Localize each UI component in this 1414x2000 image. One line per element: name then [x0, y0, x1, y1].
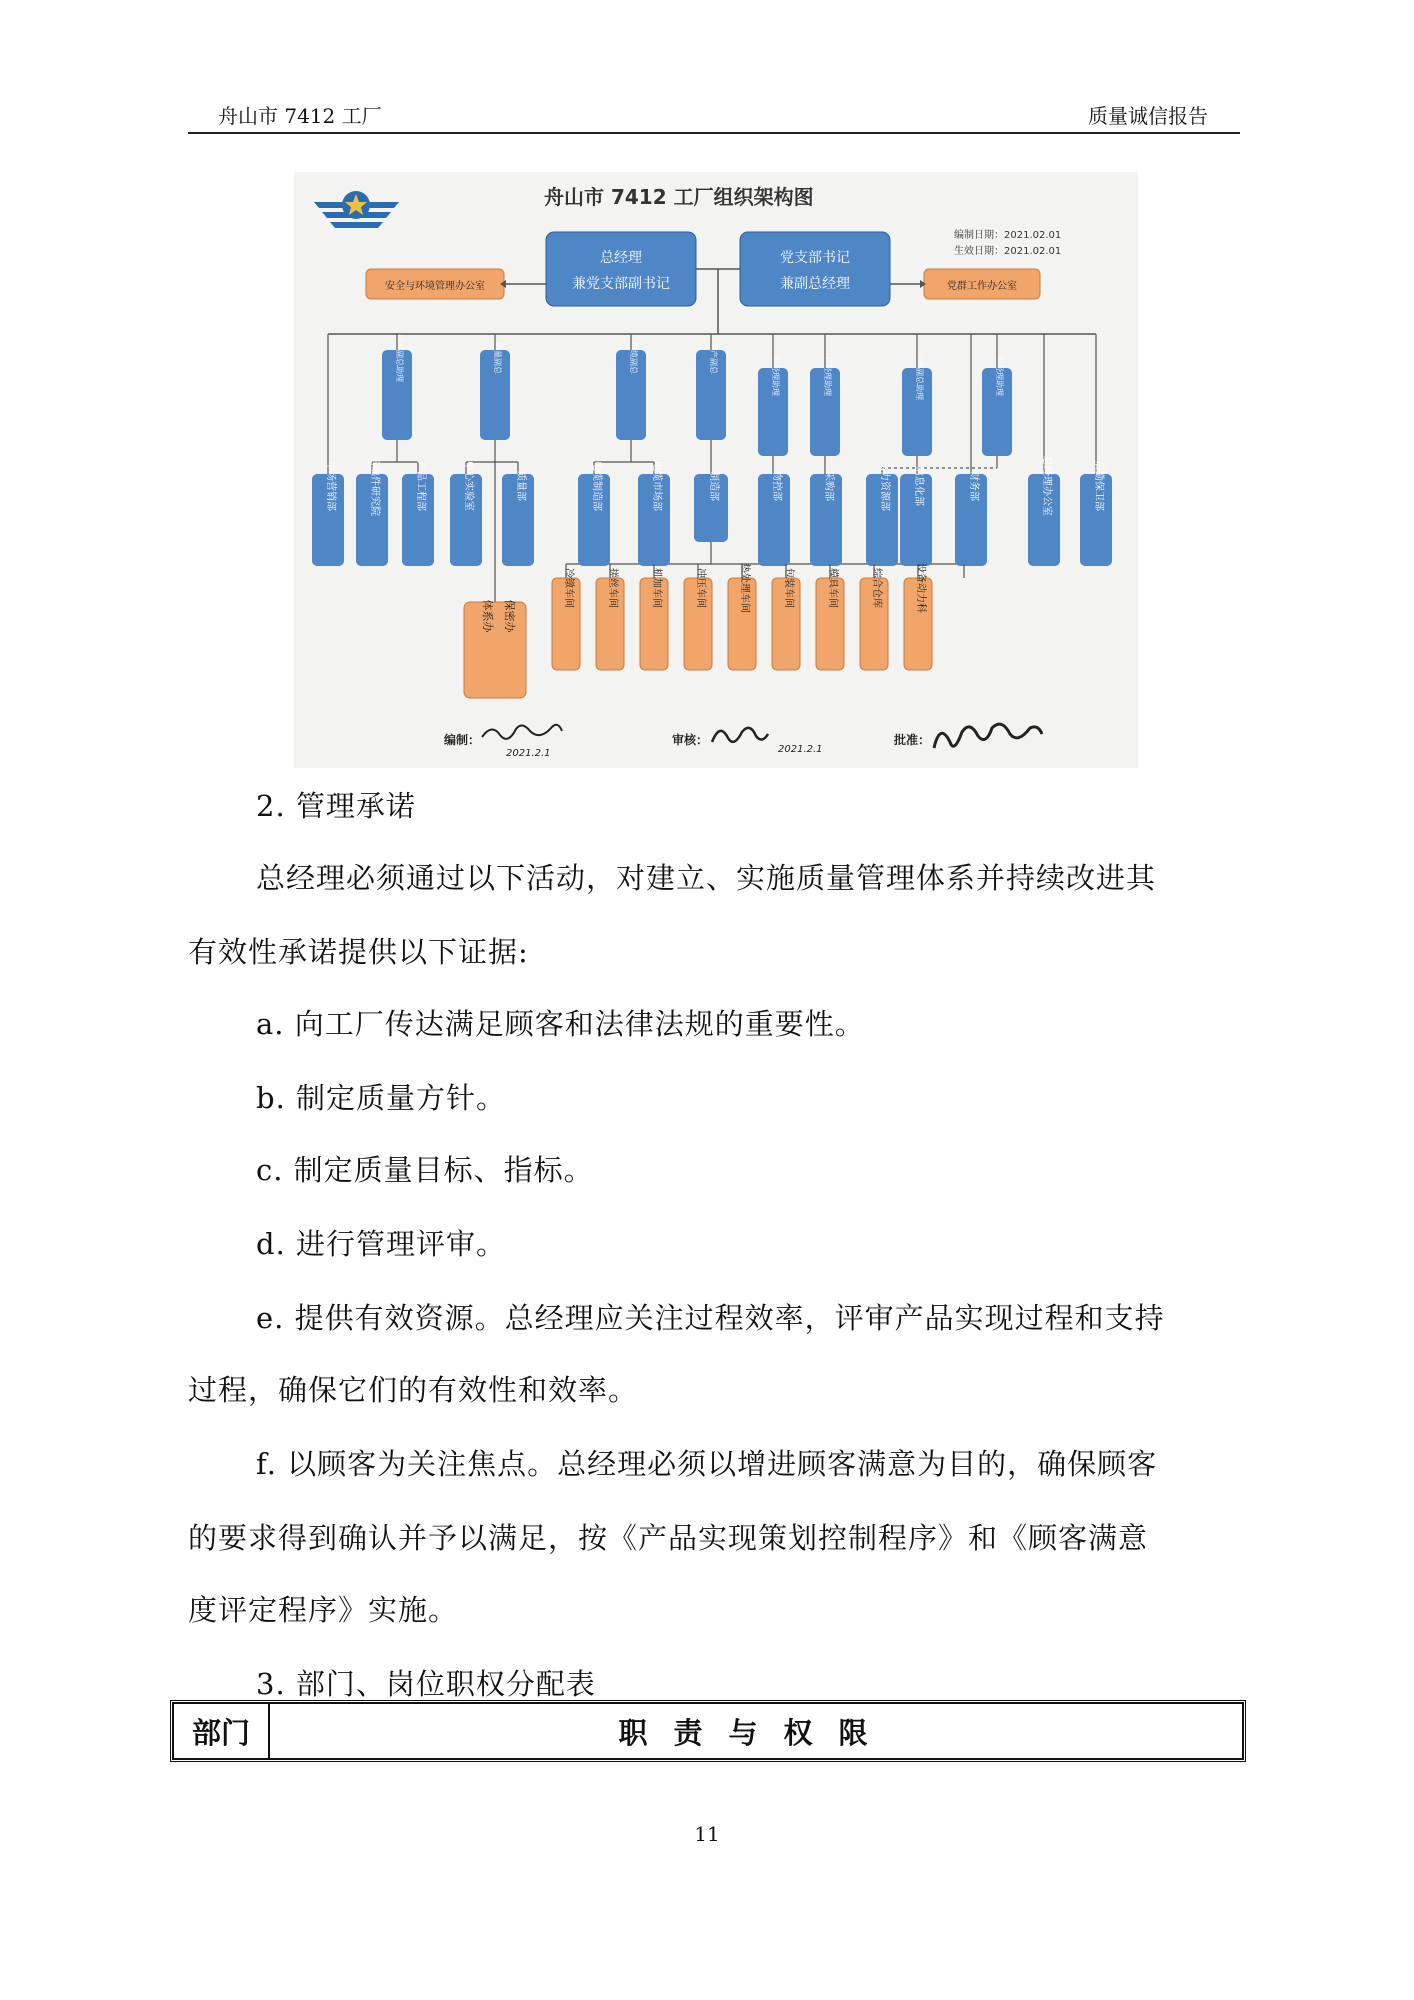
dept-8: 制造部 — [708, 471, 719, 501]
dept-11: 人力资源部 — [879, 461, 890, 511]
signature-reviewer — [712, 728, 768, 742]
header-report-title: 质量诚信报告 — [1088, 104, 1208, 128]
safety-office-label: 安全与环境管理办公室 — [385, 281, 485, 292]
table-header-row — [173, 1703, 1243, 1759]
workshop-2: 搓丝车间 — [607, 568, 618, 608]
workshop-4: 冲压车间 — [695, 568, 706, 608]
emblem-icon — [314, 191, 399, 228]
workshop-3: 机加车间 — [651, 568, 662, 608]
item-e-line1: e. 提供有效资源。总经理应关注过程效率，评审产品实现过程和支持 — [256, 1301, 1165, 1335]
item-c: c. 制定质量目标、指标。 — [256, 1153, 594, 1187]
workshop-6: 包装车间 — [783, 568, 794, 608]
duty-table — [170, 1700, 1246, 1762]
item-f-line3: 度评定程序》实施。 — [188, 1593, 459, 1627]
mid-label-1: 技术副总助理 — [395, 334, 404, 382]
party-office-label: 党群工作办公室 — [947, 281, 1017, 292]
mid-label-6: 总经理助理 — [823, 356, 832, 396]
workshop-5: 热处理车间 — [739, 563, 750, 613]
approve-label: 批准： — [894, 733, 931, 747]
section2-intro-line1: 总经理必须通过以下活动，对建立、实施质量管理体系并持续改进其 — [256, 861, 1157, 895]
compile-date: 编制日期：2021.02.01 — [954, 230, 1062, 241]
header-org-name: 舟山市 7412 工厂 — [218, 104, 382, 128]
dept-13: 财务部 — [968, 471, 979, 501]
mid-label-2: 质量副总 — [493, 342, 502, 374]
gm-line2: 兼党支部副书记 — [572, 276, 670, 292]
item-d: d. 进行管理评审。 — [256, 1227, 507, 1261]
dept-1: 市场营销部 — [325, 461, 336, 511]
gm-box — [546, 232, 696, 306]
mid-label-4: 生产副总 — [709, 342, 718, 374]
party-line2: 兼副总经理 — [780, 276, 850, 292]
item-b: b. 制定质量方针。 — [256, 1081, 507, 1115]
gm-line1: 总经理 — [600, 250, 642, 266]
org-chart-title: 舟山市 7412 工厂组织架构图 — [544, 185, 814, 209]
effective-date: 生效日期：2021.02.01 — [954, 246, 1062, 257]
dept-6: 电缆制造部 — [591, 461, 602, 511]
dept-14: 总经理办公室 — [1041, 456, 1052, 516]
dept-12: 信息化部 — [913, 466, 924, 506]
secrecy-office-label: 保密办 — [503, 599, 516, 633]
workshop-9: 设备动力科 — [915, 563, 926, 613]
signature-compiler — [482, 725, 562, 739]
workshop-1: 冷镦车间 — [563, 568, 574, 608]
mid-label-8: 总经理助理 — [995, 356, 1004, 396]
col-duties-header: 职责与权限 — [269, 1703, 1243, 1759]
compile-label: 编制： — [444, 733, 481, 747]
signature-approver — [934, 724, 1042, 748]
page-number: 11 — [694, 1822, 720, 1846]
dept-7: 电缆市场部 — [651, 461, 662, 511]
dept-4: 中心实验室 — [463, 461, 474, 511]
col-department-header: 部门 — [173, 1703, 269, 1759]
dept-2: 基础件研究院 — [369, 456, 380, 516]
org-chart-image — [294, 172, 1138, 768]
dept-9: 物控部 — [771, 471, 782, 501]
workshop-8: 综合仓库 — [871, 568, 882, 608]
workshop-7: 模具车间 — [827, 568, 838, 608]
system-office-label: 体系办 — [481, 599, 494, 633]
dept-5: 质量部 — [515, 471, 526, 501]
dept-10: 采购部 — [823, 471, 834, 501]
mid-label-7: 行政副总助理 — [915, 352, 924, 400]
page-header — [188, 98, 1240, 134]
section2-heading: 2. 管理承诺 — [256, 789, 416, 823]
compile-date-handwritten: 2021.2.1 — [506, 748, 551, 759]
section2-intro-line2: 有效性承诺提供以下证据: — [188, 935, 529, 969]
dept-3: 产品工程部 — [415, 461, 426, 511]
party-secretary-box — [740, 232, 890, 306]
party-line1: 党支部书记 — [780, 250, 850, 266]
review-label: 审核： — [672, 733, 709, 747]
mid-label-5: 总经理助理 — [771, 356, 780, 396]
item-f-line1: f. 以顾客为关注焦点。总经理必须以增进顾客满意为目的，确保顾客 — [256, 1447, 1158, 1481]
mid-label-3: 电缆副总 — [629, 342, 638, 374]
dept-15: 后勤保卫部 — [1093, 461, 1104, 511]
item-a: a. 向工厂传达满足顾客和法律法规的重要性。 — [256, 1007, 865, 1041]
item-f-line2: 的要求得到确认并予以满足，按《产品实现策划控制程序》和《顾客满意 — [188, 1521, 1149, 1555]
review-date-handwritten: 2021.2.1 — [778, 744, 823, 755]
item-e-line2: 过程，确保它们的有效性和效率。 — [188, 1373, 639, 1407]
section3-heading: 3. 部门、岗位职权分配表 — [256, 1667, 596, 1701]
